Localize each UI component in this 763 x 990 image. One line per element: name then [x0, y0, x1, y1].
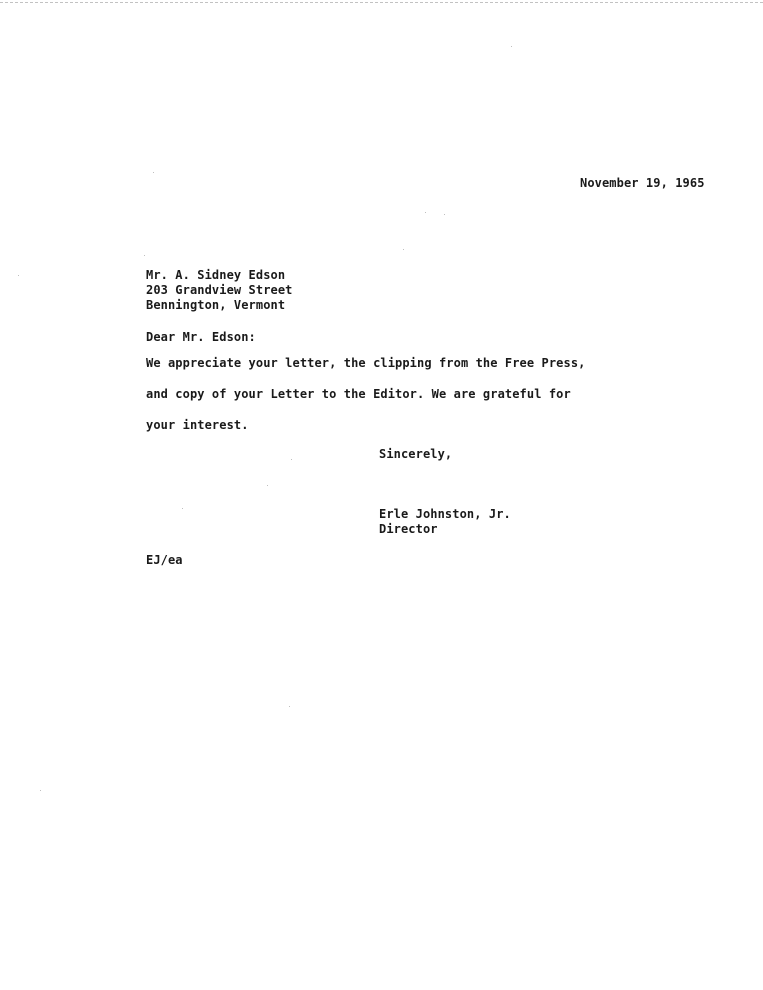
body-line-3: your interest.: [146, 418, 249, 432]
reference-initials: EJ/ea: [146, 553, 183, 567]
recipient-city: Bennington, Vermont: [146, 298, 286, 312]
scan-speck: [291, 459, 292, 460]
salutation: Dear Mr. Edson:: [146, 330, 256, 344]
signer-title: Director: [379, 522, 438, 536]
scan-speck: [444, 214, 445, 215]
scan-speck: [40, 790, 41, 791]
body-line-2: and copy of your Letter to the Editor. We are grateful for: [146, 387, 571, 401]
recipient-name: Mr. A. Sidney Edson: [146, 268, 286, 282]
page-top-edge: [0, 2, 763, 3]
scan-speck: [403, 249, 404, 250]
scan-speck: [153, 172, 154, 173]
recipient-street: 203 Grandview Street: [146, 283, 293, 297]
scan-speck: [511, 46, 512, 47]
letter-date: November 19, 1965: [580, 176, 705, 190]
scan-speck: [182, 508, 183, 509]
scan-speck: [144, 255, 145, 256]
scan-speck: [267, 485, 268, 486]
scan-speck: [18, 275, 19, 276]
closing: Sincerely,: [379, 447, 453, 461]
body-line-1: We appreciate your letter, the clipping from the Free Press,: [146, 356, 586, 370]
scan-speck: [289, 706, 290, 707]
scan-speck: [425, 212, 426, 213]
signer-name: Erle Johnston, Jr.: [379, 507, 511, 521]
